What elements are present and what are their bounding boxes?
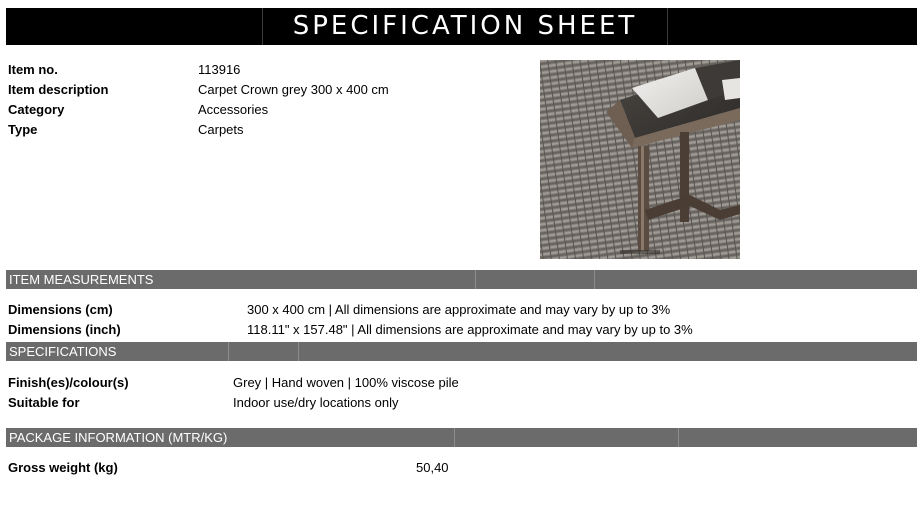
product-photo xyxy=(540,60,740,259)
dimensions-inch-label: Dimensions (inch) xyxy=(8,322,121,337)
cell-divider xyxy=(475,270,476,289)
package-section-header xyxy=(6,428,917,447)
measurements-heading: ITEM MEASUREMENTS xyxy=(9,272,154,287)
finish-label: Finish(es)/colour(s) xyxy=(8,375,129,390)
item-description-label: Item description xyxy=(8,82,109,97)
item-no-value: 113916 xyxy=(198,62,241,77)
specifications-section-header xyxy=(6,342,917,361)
page-title: SPECIFICATION SHEET xyxy=(262,8,668,45)
measurements-section-header xyxy=(6,270,917,289)
category-value: Accessories xyxy=(198,102,269,117)
specifications-heading: SPECIFICATIONS xyxy=(9,344,117,359)
cell-divider xyxy=(298,342,299,361)
finish-value: Grey | Hand woven | 100% viscose pile xyxy=(233,375,459,390)
cell-divider xyxy=(594,270,595,289)
gross-weight-value: 50,40 xyxy=(416,460,449,475)
suitable-for-value: Indoor use/dry locations only xyxy=(233,395,399,410)
cell-divider xyxy=(678,428,679,447)
suitable-for-label: Suitable for xyxy=(8,395,80,410)
type-value: Carpets xyxy=(198,122,244,137)
category-label: Category xyxy=(8,102,65,117)
dimensions-cm-label: Dimensions (cm) xyxy=(8,302,113,317)
cell-divider xyxy=(454,428,455,447)
gross-weight-label: Gross weight (kg) xyxy=(8,460,118,475)
type-label: Type xyxy=(8,122,38,137)
title-bar xyxy=(6,8,917,45)
dimensions-inch-value: 118.11" x 157.48" | All dimensions are approximate and may vary by up to 3% xyxy=(247,322,693,337)
dimensions-cm-value: 300 x 400 cm | All dimensions are approximate and may vary by up to 3% xyxy=(247,302,671,317)
package-heading: PACKAGE INFORMATION (MTR/KG) xyxy=(9,430,228,445)
cell-divider xyxy=(228,342,229,361)
item-description-value: Carpet Crown grey 300 x 400 cm xyxy=(198,82,389,97)
item-no-label: Item no. xyxy=(8,62,58,77)
